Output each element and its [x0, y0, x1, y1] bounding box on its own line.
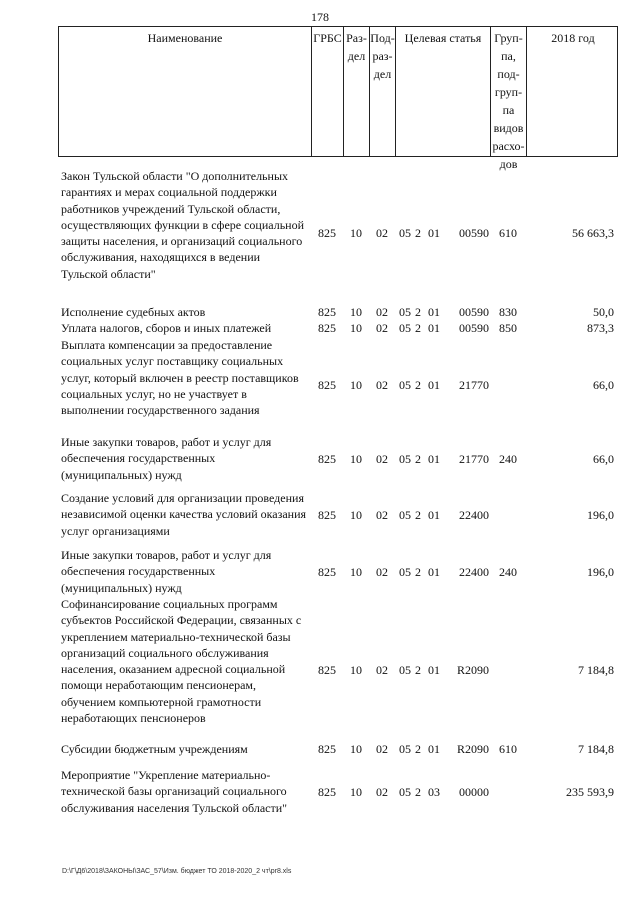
row-target-program: 05	[399, 305, 411, 319]
row-expense-group: 850	[499, 321, 517, 335]
header-grbs: ГРБС	[312, 27, 344, 156]
row-target-subprogram: 2	[415, 663, 421, 677]
row-expense-group: 610	[499, 226, 517, 240]
row-razdel: 10	[350, 452, 362, 466]
row-target-subprogram: 2	[415, 321, 421, 335]
row-grbs: 825	[318, 378, 336, 392]
row-razdel: 10	[350, 565, 362, 579]
row-razdel: 10	[350, 226, 362, 240]
row-target-event: 01	[428, 378, 440, 392]
row-target-event: 01	[428, 226, 440, 240]
row-grbs: 825	[318, 452, 336, 466]
row-name: Выплата компенсации за предоставление социальных услуг поставщику социальных услуг, который включен в реестр поставщиков социальных услуг, но не участвует в выполнении государственного задания	[61, 338, 299, 418]
row-name: Иные закупки товаров, работ и услуг для обеспечения государственных (муниципальных) нужд	[61, 435, 272, 482]
row-target-program: 05	[399, 378, 411, 392]
row-target-event: 01	[428, 565, 440, 579]
row-target-subprogram: 2	[415, 378, 421, 392]
table-row	[58, 337, 618, 436]
row-target-program: 05	[399, 663, 411, 677]
row-razdel: 10	[350, 305, 362, 319]
row-target-subprogram: 2	[415, 565, 421, 579]
row-amount: 235 593,9	[566, 785, 614, 799]
row-podrazdel: 02	[376, 565, 388, 579]
row-target-event: 03	[428, 785, 440, 799]
row-name: Субсидии бюджетным учреждениям	[61, 742, 248, 756]
header-podrazdel: Под- раз- дел	[370, 27, 396, 156]
row-grbs: 825	[318, 785, 336, 799]
table-row	[58, 490, 618, 540]
row-grbs: 825	[318, 321, 336, 335]
table-row	[58, 767, 618, 817]
header-name: Наименование	[59, 27, 312, 156]
table-row	[58, 434, 618, 484]
file-path-footer: D:\Г\Д6\2018\ЗАКОНЫ\ЗАС_57\Изм. бюджет ТО 2018-2020_2 чт\pr8.xls	[62, 868, 292, 875]
row-amount: 196,0	[587, 508, 614, 522]
row-amount: 66,0	[593, 378, 614, 392]
row-podrazdel: 02	[376, 663, 388, 677]
row-podrazdel: 02	[376, 452, 388, 466]
table-row	[58, 304, 618, 321]
row-amount: 7 184,8	[578, 742, 614, 756]
table-row	[58, 168, 618, 286]
row-name: Закон Тульской области "О дополнительных гарантиях и мерах социальной поддержки работников учреждений Тульской области, осуществляющих функции в сфере социальной защиты населения, и организаций социального обслуживания, находящихся в ведении Тульской области"	[61, 169, 305, 281]
row-razdel: 10	[350, 378, 362, 392]
row-target-subprogram: 2	[415, 785, 421, 799]
row-target-direction: 00590	[459, 321, 489, 335]
table-row	[58, 547, 618, 597]
row-amount: 50,0	[593, 305, 614, 319]
row-target-program: 05	[399, 565, 411, 579]
row-target-program: 05	[399, 742, 411, 756]
row-razdel: 10	[350, 742, 362, 756]
row-podrazdel: 02	[376, 508, 388, 522]
row-name: Софинансирование социальных программ субъектов Российской Федерации, связанных с укреплением материально-технической базы организаций социального обслуживания населения, оказанием адресной социальной помощи неработающим пенсионерам, обучением компьютерной грамотности неработающих пенсионеров	[61, 597, 302, 726]
row-razdel: 10	[350, 663, 362, 677]
row-target-event: 01	[428, 452, 440, 466]
row-target-program: 05	[399, 785, 411, 799]
row-target-subprogram: 2	[415, 226, 421, 240]
row-grbs: 825	[318, 226, 336, 240]
row-target-event: 01	[428, 742, 440, 756]
row-target-event: 01	[428, 321, 440, 335]
row-expense-group: 240	[499, 452, 517, 466]
row-target-program: 05	[399, 452, 411, 466]
row-grbs: 825	[318, 565, 336, 579]
row-target-event: 01	[428, 508, 440, 522]
row-grbs: 825	[318, 305, 336, 319]
row-target-direction: 21770	[459, 378, 489, 392]
table-row	[58, 320, 618, 337]
row-expense-group: 610	[499, 742, 517, 756]
row-podrazdel: 02	[376, 742, 388, 756]
row-name: Мероприятие "Укрепление материально-технической базы организаций социального обслуживания населения Тульской области"	[61, 768, 288, 815]
row-target-direction: 00590	[459, 305, 489, 319]
row-amount: 56 663,3	[572, 226, 614, 240]
row-podrazdel: 02	[376, 226, 388, 240]
row-grbs: 825	[318, 663, 336, 677]
row-podrazdel: 02	[376, 305, 388, 319]
row-target-subprogram: 2	[415, 742, 421, 756]
row-target-program: 05	[399, 508, 411, 522]
row-target-direction: 22400	[459, 565, 489, 579]
row-expense-group: 830	[499, 305, 517, 319]
row-name: Иные закупки товаров, работ и услуг для обеспечения государственных (муниципальных) нужд	[61, 548, 272, 595]
row-target-program: 05	[399, 321, 411, 335]
row-razdel: 10	[350, 508, 362, 522]
row-name: Уплата налогов, сборов и иных платежей	[61, 321, 272, 335]
table-row	[58, 741, 618, 758]
row-podrazdel: 02	[376, 378, 388, 392]
row-grbs: 825	[318, 742, 336, 756]
header-year: 2018 год	[551, 31, 595, 45]
header-expense-group: Груп- па, под- груп- па видов расхо- дов	[491, 27, 527, 156]
table-header	[58, 26, 618, 171]
row-podrazdel: 02	[376, 785, 388, 799]
row-target-subprogram: 2	[415, 452, 421, 466]
row-target-direction: 00590	[459, 226, 489, 240]
row-razdel: 10	[350, 785, 362, 799]
row-amount: 196,0	[587, 565, 614, 579]
row-target-subprogram: 2	[415, 508, 421, 522]
row-target-event: 01	[428, 305, 440, 319]
row-podrazdel: 02	[376, 321, 388, 335]
row-amount: 873,3	[587, 321, 614, 335]
row-razdel: 10	[350, 321, 362, 335]
row-amount: 66,0	[593, 452, 614, 466]
row-target-event: 01	[428, 663, 440, 677]
header-razdel: Раз- дел	[344, 27, 370, 156]
row-target-direction: 00000	[459, 785, 489, 799]
row-target-direction: R2090	[456, 742, 489, 756]
row-expense-group: 240	[499, 565, 517, 579]
row-target-direction: 22400	[459, 508, 489, 522]
row-target-program: 05	[399, 226, 411, 240]
row-name: Исполнение судебных актов	[61, 305, 206, 319]
row-name: Создание условий для организации проведения независимой оценки качества условий оказания услуг организациями	[61, 491, 307, 538]
header-target-article: Целевая статья	[396, 27, 491, 156]
row-grbs: 825	[318, 508, 336, 522]
row-target-subprogram: 2	[415, 305, 421, 319]
page-number: 178	[311, 10, 329, 24]
row-target-direction: 21770	[459, 452, 489, 466]
table-row	[58, 596, 618, 744]
row-target-direction: R2090	[456, 663, 489, 677]
row-amount: 7 184,8	[578, 663, 614, 677]
